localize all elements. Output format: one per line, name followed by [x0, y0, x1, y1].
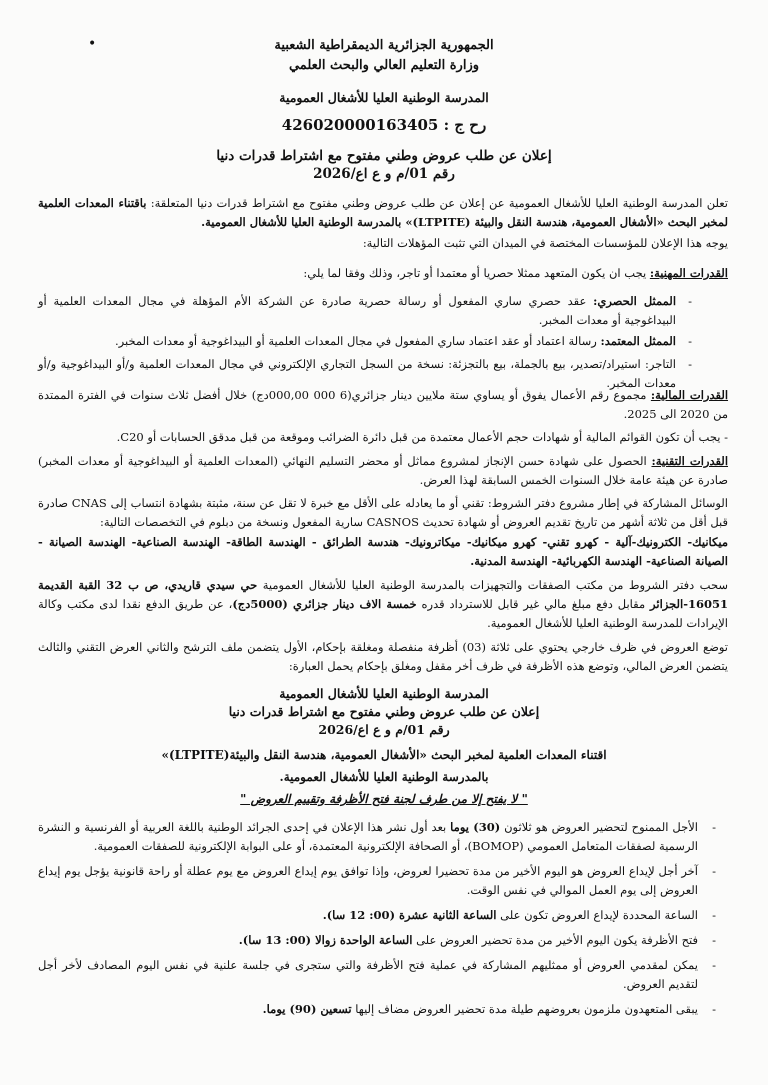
envelope-place: بالمدرسة الوطنية العليا للأشغال العمومية. — [279, 770, 489, 784]
list-item: - الممثل الحصري: عقد حصري ساري المفعول أو رسالة حصرية صادرة عن الشركة الأم المؤهلة في مجال المعدات العلمية أو البيداغوجية أو معدات المخبر. — [38, 294, 692, 327]
intro-target: يوجه هذا الإعلان للمؤسسات المختصة في الميدان التي تثبت المؤهلات التالية: — [362, 236, 728, 250]
professional-text: يجب ان يكون المتعهد ممثلا حصريا أو معتمدا أو تاجر، وذلك وفقا لما يلي: — [303, 266, 647, 280]
tax-id-number: 426020000163405 — [281, 116, 439, 134]
technical-capacities — [38, 452, 728, 490]
list-item: - آخر أجل لإيداع العروض هو اليوم الأخير من مدة تحضيرا لعروض، وإذا توافق يوم إيداع العروض مع يوم عطلة أو راحة قانونية يؤجل يوم إيداع العروض إلى يوم العمل الموالي في نفس الوقت. — [38, 864, 716, 897]
list-item: - التاجر: استيراد/تصدير، بيع بالجملة، بيع بالتجزئة: نسخة من السجل التجاري الإلكتروني في مجال المعدات العلمية و/أو البيداغوجية و/أو معدات المخبر. — [38, 357, 692, 390]
envelope-warning: " لا يفتح إلا من طرف لجنة فتح الأظرفة وتقييم العروض " — [240, 792, 528, 806]
list-item: - الممثل المعتمد: رسالة اعتماد أو عقد اعتماد ساري المفعول في مجال المعدات العلمية أو البيداغوجية أو معدات المخبر. — [115, 334, 692, 348]
stray-mark: • — [88, 36, 97, 52]
withdrawal-amount: خمسة الاف دينار جزائري (5000دج) — [232, 597, 417, 611]
technical-text: الحصول على شهادة حسن الإنجاز لمشروع مماثل أو محضر التسليم النهائي (المعدات العلمية أو البيداغوجية أو معدات المخبر) صادرة عن هيئة عامة خلال السنوات الخمس السابقة لهذا العرض. — [38, 454, 728, 487]
financial-label: القدرات المالية: — [650, 388, 729, 402]
republic-header: الجمهورية الجزائرية الديمقراطية الشعبية — [274, 38, 494, 53]
submission-paragraph: توضع العروض في ظرف خارجي يحتوي على ثلاثة (03) أظرفة منفصلة ومغلقة بإحكام، الأول يتضمن ملف الترشح والثاني العرض التقني والثالث يتضمن العرض المالي، وتوضع هذه الأظرفة في ظرف أخر مقفل ومغلق بإحكام يحمل العبارة: — [38, 640, 728, 673]
technical-label: القدرات التقنية: — [651, 454, 729, 468]
list-item: - فتح الأظرفة يكون اليوم الأخير من مدة تحضير العروض على الساعة الواحدة زوالا (00: 13 سا). — [238, 933, 716, 947]
ministry-header: وزارة التعليم العالي والبحث العلمي — [288, 58, 480, 73]
financial-capacities — [38, 386, 728, 424]
financial-text: مجموع رقم الأعمال يفوق أو يساوي ستة ملايين دينار جزائري(6 000 000,00دج) خلال أفضل ثلاث سنوات في الفترة الممتدة من 2020 الى 2025. — [38, 388, 728, 421]
list-item: - الأجل الممنوح لتحضير العروض هو ثلاثون (30) يوما بعد أول نشر هذا الإعلان في إحدى الجرائد الوطنية باللغة العربية أو الفرنسية و النشرة الرسمية لصفقات المتعامل العمومي (BOMOP)، أو الصحافة الإلكترونية المعتمدة، أو على البوابة الإلكترونية للصفقات العمومية. — [38, 820, 716, 853]
announcement-title: إعلان عن طلب عروض وطني مفتوح مع اشتراط قدرات دنيا — [216, 148, 552, 164]
list-item: - الساعة المحددة لإيداع العروض تكون على الساعة الثانية عشرة (00: 12 سا). — [322, 908, 716, 922]
envelope-subject: اقتناء المعدات العلمية لمخبر البحث «الأشغال العمومية، هندسة النقل والبيئة(LTPITE)» — [161, 748, 607, 762]
tax-id-label: رح ج : — [443, 116, 487, 134]
envelope-title: إعلان عن طلب عروض وطني مفتوح مع اشتراط قدرات دنيا — [228, 704, 540, 719]
envelope-school: المدرسة الوطنية العليا للأشغال العمومية — [279, 686, 489, 701]
tax-id-line — [0, 116, 768, 134]
intro-paragraph — [38, 194, 728, 232]
school-header: المدرسة الوطنية العليا للأشغال العمومية — [279, 90, 489, 105]
intro-subject: باقتناء المعدات العلمية لمخبر البحث «الأشغال العمومية، هندسة النقل والبيئة (LTPITE)» بالمدرسة الوطنية العليا للأشغال العمومية. — [38, 196, 728, 229]
withdrawal-paragraph: سحب دفتر الشروط من مكتب الصفقات والتجهيزات بالمدرسة الوطنية العليا للأشغال العمومية حي سيدي قاريدي، ص ب 32 القبة القديمة 16051-الجزائر مقابل دفع مبلغ مالي غير قابل للاسترداد قدره خمسة الاف دينار جزائري (5000دج)، عن طريق الدفع نقدا لدى مكتب وكالة الإيرادات للمدرسة الوطنية العليا للأشغال العمومية. — [38, 578, 729, 630]
professional-label: القدرات المهنية: — [649, 266, 728, 280]
professional-capacities — [38, 264, 728, 283]
announcement-number: رقم 01/م و ع اع/2026 — [313, 166, 455, 182]
envelope-number: رقم 01/م و ع اع/2026 — [318, 722, 450, 737]
technical-means: الوسائل المشاركة في إطار مشروع دفتر الشروط: تقني أو ما يعادله على الأقل مع خبرة لا تقل عن سنة، مثبتة بشهادة انتساب إلى CNAS صادرة قبل أقل من ثلاثة أشهر من تاريخ تقديم العروض أو شهادة تحديث CASNOS سارية المفعول ونسخة من دبلوم في التخصصات التالية: — [38, 496, 728, 529]
deadlines-list — [38, 818, 728, 1019]
list-item: - يبقى المتعهدون ملزمون بعروضهم طيلة مدة تحضير العروض مضاف إليها تسعين (90) يوما. — [262, 1002, 716, 1016]
financial-note: - يجب أن تكون القوائم المالية أو شهادات حجم الأعمال معتمدة من قبل دائرة الضرائب وموقعة من قبل مدقق الحسابات أو C20. — [116, 430, 728, 444]
intro-text: تعلن المدرسة الوطنية العليا للأشغال العمومية عن إعلان عن طلب عروض وطني مفتوح مع اشتراط قدرات دنيا المتعلقة: — [150, 196, 729, 210]
professional-list — [38, 292, 728, 393]
withdrawal-address: حي سيدي قاريدي، ص ب 32 القبة القديمة 16051-الجزائر — [38, 578, 729, 611]
list-item: - يمكن لمقدمي العروض أو ممثليهم المشاركة في عملية فتح الأظرفة والتي ستجرى في جلسة علنية في نفس اليوم المصادف لأخر أجل لتقديم العروض. — [38, 958, 716, 991]
technical-specialties: ميكانيك- الكترونيك-آلية - كهرو تقني- كهرو ميكانيك- ميكاترونيك- هندسة الطرائق - الهندسة الطاقة- الهندسة الصناعية- الهندسة الصيانة - الصيانة الصناعية- الهندسة الكهربائية- الهندسة المدنية. — [38, 535, 728, 568]
